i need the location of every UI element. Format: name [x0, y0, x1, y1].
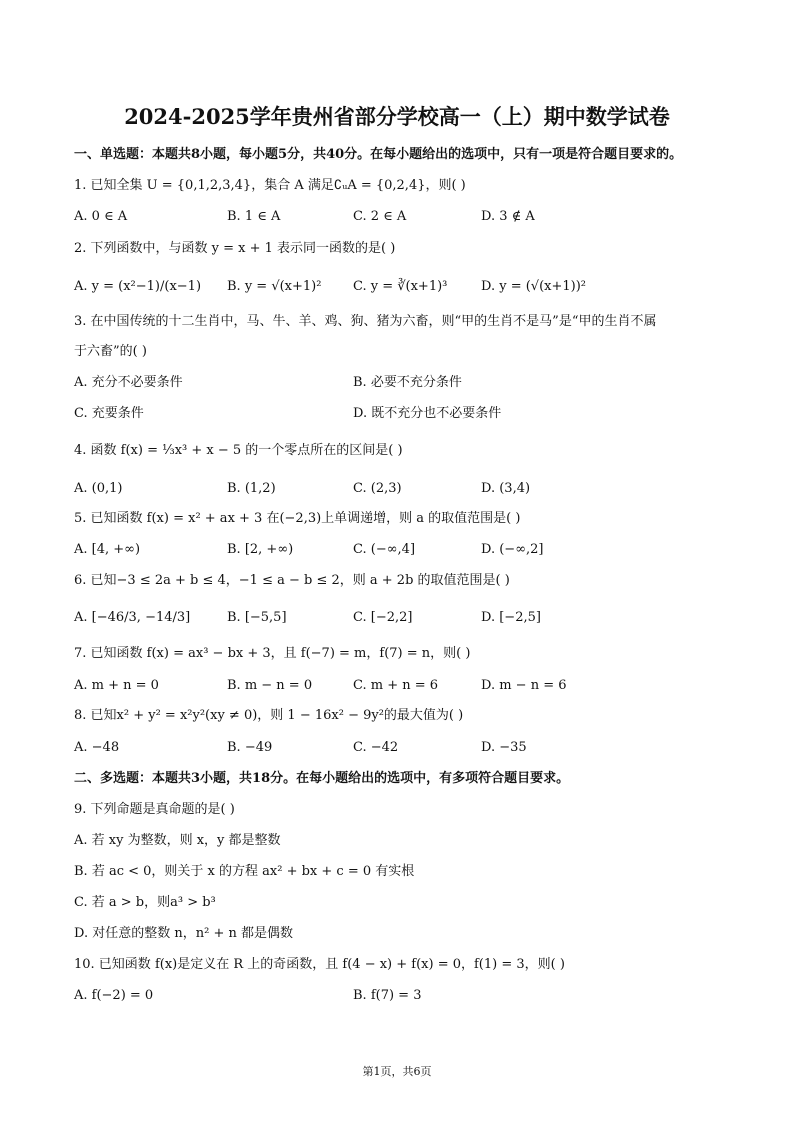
- q8-option-c: C. −42: [353, 740, 399, 755]
- q4-option-a: A. (0,1): [74, 481, 123, 496]
- question-10: 10. 已知函数 f(x)是定义在 R 上的奇函数，且 f(4 − x) + f(x) = 0，f(1) = 3，则( ): [74, 957, 565, 972]
- q6-option-b: B. [−5,5]: [227, 610, 287, 625]
- q5-option-d: D. (−∞,2]: [481, 542, 544, 557]
- q9-option-a: A. 若 xy 为整数，则 x，y 都是整数: [74, 833, 281, 848]
- q5-option-a: A. [4, +∞): [74, 542, 141, 557]
- q6-option-a: A. [−46/3, −14/3]: [74, 610, 191, 625]
- q4-option-d: D. (3,4): [481, 481, 531, 496]
- q1-option-d: D. 3 ∉ A: [481, 209, 535, 224]
- q2-option-a: A. y = (x²−1)/(x−1): [74, 279, 202, 294]
- q7-option-c: C. m + n = 6: [353, 678, 439, 693]
- question-9: 9. 下列命题是真命题的是( ): [74, 802, 235, 817]
- question-3-line-1: 3. 在中国传统的十二生肖中，马、牛、羊、鸡、狗、猪为六畜，则“甲的生肖不是马”是“甲的生肖不属: [74, 314, 657, 329]
- q1-option-a: A. 0 ∈ A: [74, 209, 128, 224]
- q4-option-b: B. (1,2): [227, 481, 276, 496]
- q6-option-d: D. [−2,5]: [481, 610, 541, 625]
- q2-option-b: B. y = √(x+1)²: [227, 279, 322, 294]
- question-2: 2. 下列函数中，与函数 y = x + 1 表示同一函数的是( ): [74, 241, 396, 256]
- q3-option-a: A. 充分不必要条件: [74, 375, 183, 390]
- q5-option-b: B. [2, +∞): [227, 542, 294, 557]
- q4-option-c: C. (2,3): [353, 481, 402, 496]
- q9-option-b: B. 若 ac < 0，则关于 x 的方程 ax² + bx + c = 0 有实根: [74, 864, 415, 879]
- q8-option-b: B. −49: [227, 740, 273, 755]
- q7-option-d: D. m − n = 6: [481, 678, 567, 693]
- q7-option-b: B. m − n = 0: [227, 678, 313, 693]
- q8-option-d: D. −35: [481, 740, 527, 755]
- q6-option-c: C. [−2,2]: [353, 610, 413, 625]
- q3-option-c: C. 充要条件: [74, 406, 144, 421]
- question-3-line-2: 于六畜”的( ): [74, 344, 147, 359]
- q9-option-d: D. 对任意的整数 n，n² + n 都是偶数: [74, 926, 293, 941]
- q10-option-b: B. f(7) = 3: [353, 988, 422, 1003]
- question-5: 5. 已知函数 f(x) = x² + ax + 3 在(−2,3)上单调递增，则 a 的取值范围是( ): [74, 511, 521, 526]
- question-6: 6. 已知−3 ≤ 2a + b ≤ 4，−1 ≤ a − b ≤ 2，则 a + 2b 的取值范围是( ): [74, 573, 510, 588]
- q7-option-a: A. m + n = 0: [74, 678, 159, 693]
- question-8: 8. 已知x² + y² = x²y²(xy ≠ 0)，则 1 − 16x² − 9y²的最大值为( ): [74, 708, 464, 723]
- question-1: 1. 已知全集 U = {0,1,2,3,4}，集合 A 满足∁ᵤA = {0,2,4}，则( ): [74, 178, 466, 193]
- q2-option-c: C. y = ∛(x+1)³: [353, 279, 448, 294]
- page-title: 2024-2025学年贵州省部分学校高一（上）期中数学试卷: [124, 104, 670, 129]
- q10-option-a: A. f(−2) = 0: [74, 988, 154, 1003]
- question-4: 4. 函数 f(x) = ⅓x³ + x − 5 的一个零点所在的区间是( ): [74, 443, 403, 458]
- q5-option-c: C. (−∞,4]: [353, 542, 416, 557]
- q9-option-c: C. 若 a > b，则a³ > b³: [74, 895, 216, 910]
- q3-option-d: D. 既不充分也不必要条件: [353, 406, 502, 421]
- q8-option-a: A. −48: [74, 740, 120, 755]
- q1-option-b: B. 1 ∈ A: [227, 209, 281, 224]
- section-multiple-choice-header: 二、多选题：本题共3小题，共18分。在每小题给出的选项中，有多项符合题目要求。: [74, 771, 570, 786]
- q3-option-b: B. 必要不充分条件: [353, 375, 462, 390]
- section-single-choice-header: 一、单选题：本题共8小题，每小题5分，共40分。在每小题给出的选项中，只有一项是符合题目要求的。: [74, 147, 683, 162]
- q2-option-d: D. y = (√(x+1))²: [481, 279, 587, 294]
- question-7: 7. 已知函数 f(x) = ax³ − bx + 3，且 f(−7) = m，f(7) = n，则( ): [74, 646, 471, 661]
- q1-option-c: C. 2 ∈ A: [353, 209, 407, 224]
- page-number: 第1页，共6页: [362, 1065, 432, 1078]
